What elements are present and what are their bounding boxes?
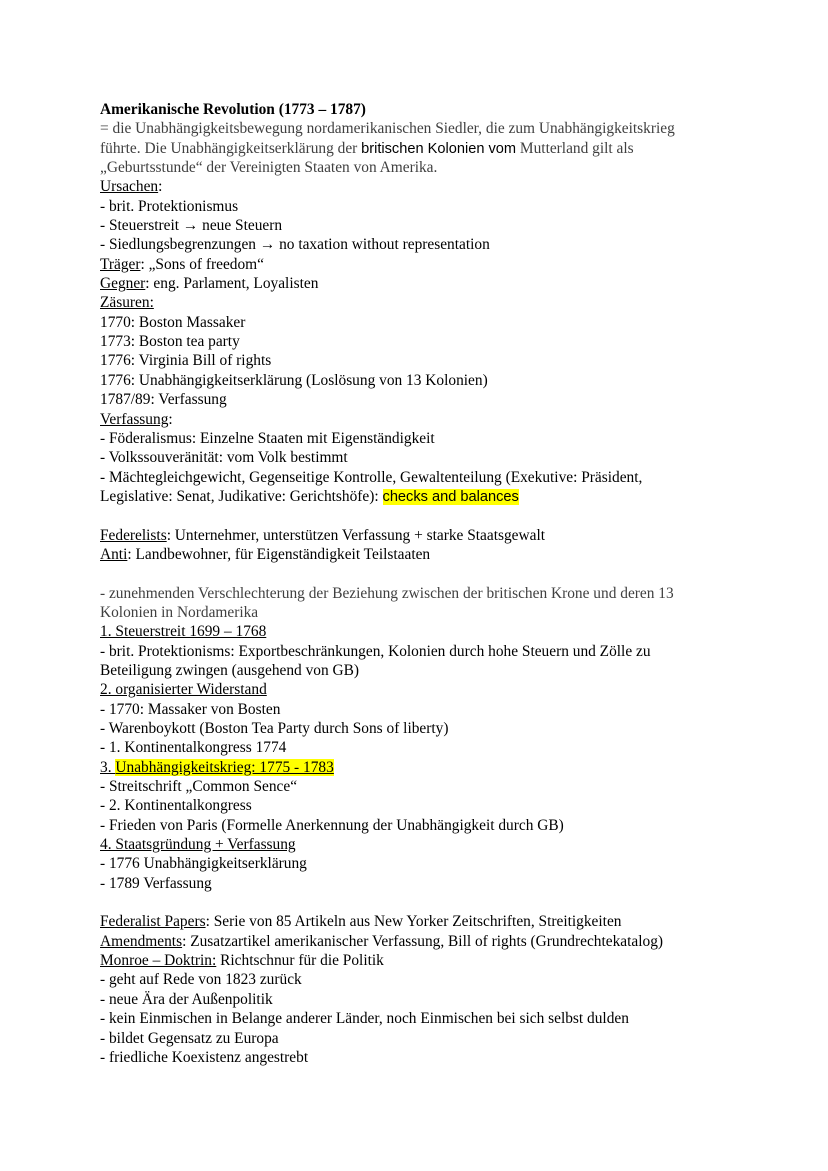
document-title: Amerikanische Revolution (1773 – 1787) bbox=[100, 101, 366, 118]
phase-2-item: - Warenboykott (Boston Tea Party durch Sons of liberty) bbox=[100, 720, 449, 737]
checks-and-balances-highlight: checks and balances bbox=[382, 488, 519, 505]
monroe-line bbox=[100, 951, 740, 970]
verfassung-item: - Föderalismus: Einzelne Staaten mit Eigenständigkeit bbox=[100, 429, 435, 447]
monroe-label: Monroe – Doktrin: bbox=[100, 952, 217, 970]
monroe-item: - bildet Gegensatz zu Europa bbox=[100, 1029, 279, 1047]
monroe-item: - friedliche Koexistenz angestrebt bbox=[100, 1048, 309, 1066]
ursachen-label: Ursachen bbox=[100, 178, 159, 196]
phase-2-heading: 2. organisierter Widerstand bbox=[100, 681, 267, 699]
phase-3-number: 3. bbox=[100, 758, 116, 776]
document-page bbox=[100, 100, 740, 1067]
anti-label: Anti bbox=[100, 545, 128, 563]
monroe-item: - geht auf Rede von 1823 zurück bbox=[100, 971, 302, 989]
anti-text: : Landbewohner, für Eigenständigkeit Teilstaaten bbox=[127, 545, 431, 563]
federalist-papers-text: : Serie von 85 Artikeln aus New Yorker Zeitschriften, Streitigkeiten bbox=[205, 913, 622, 931]
definition-line-1: = die Unabhängigkeitsbewegung nordamerikanischen Siedler, die zum Unabhängigkeitskrieg bbox=[100, 120, 675, 138]
ursachen-heading bbox=[100, 177, 740, 196]
amendments-text: : Zusatzartikel amerikanischer Verfassung, Bill of rights (Grundrechtekatalog) bbox=[182, 932, 664, 950]
definition-line-3: „Geburtsstunde“ der Vereinigten Staaten von Amerika. bbox=[100, 159, 438, 177]
verfassung-last-text: Legislative: Senat, Judikative: Gerichtshöfe): bbox=[100, 487, 383, 505]
definition-line-2-end: Mutterland gilt als bbox=[516, 139, 634, 157]
verfassung-last-line bbox=[100, 487, 740, 506]
traeger-text: : „Sons of freedom“ bbox=[140, 255, 264, 273]
phase-1-heading: 1. Steuerstreit 1699 – 1768 bbox=[100, 623, 267, 641]
zaesuren-item: 1770: Boston Massaker bbox=[100, 313, 246, 331]
verschlechterung-line-1: - zunehmenden Verschlechterung der Beziehung zwischen der britischen Krone und deren 13 bbox=[100, 584, 674, 602]
verfassung-label: Verfassung bbox=[100, 410, 169, 428]
spacer bbox=[100, 564, 740, 583]
zaesuren-item: 1787/89: Verfassung bbox=[100, 391, 227, 409]
definition-line-2-colonies: britischen Kolonien vom bbox=[361, 140, 517, 157]
definition-line-2 bbox=[100, 139, 740, 158]
zaesuren-item: 1773: Boston tea party bbox=[100, 333, 240, 351]
gegner-text: : eng. Parlament, Loyalisten bbox=[145, 275, 319, 293]
spacer bbox=[100, 893, 740, 912]
phase-1-line-1: - brit. Protektionisms: Exportbeschränkungen, Kolonien durch hohe Steuern und Zölle zu bbox=[100, 642, 651, 660]
verfassung-item: - Volkssouveränität: vom Volk bestimmt bbox=[100, 449, 348, 467]
verfassung-colon: : bbox=[168, 410, 173, 428]
federalist-papers-label: Federalist Papers bbox=[100, 913, 206, 931]
zaesuren-heading: Zäsuren: bbox=[100, 294, 154, 312]
gegner-line bbox=[100, 274, 740, 293]
phase-2-item: - 1. Kontinentalkongress 1774 bbox=[100, 739, 287, 757]
zaesuren-item: 1776: Unabhängigkeitserklärung (Loslösung von 13 Kolonien) bbox=[100, 371, 488, 389]
verfassung-item: - Mächtegleichgewicht, Gegenseitige Kontrolle, Gewaltenteilung (Exekutive: Präsident, bbox=[100, 468, 643, 486]
phase-3-item: - Streitschrift „Common Sence“ bbox=[100, 778, 298, 796]
federalists-label: Federelists bbox=[100, 526, 167, 544]
zaesuren-item: 1776: Virginia Bill of rights bbox=[100, 352, 272, 370]
phase-3-item: - 2. Kontinentalkongress bbox=[100, 797, 252, 815]
traeger-label: Träger bbox=[100, 255, 141, 273]
verfassung-heading bbox=[100, 410, 740, 429]
monroe-text: Richtschnur für die Politik bbox=[216, 952, 384, 970]
amendments-line bbox=[100, 932, 740, 951]
gegner-label: Gegner bbox=[100, 275, 146, 293]
federalists-line bbox=[100, 526, 740, 545]
federalists-text: : Unternehmer, unterstützen Verfassung + starke Staatsgewalt bbox=[166, 526, 546, 544]
phase-4-heading: 4. Staatsgründung + Verfassung bbox=[100, 836, 296, 854]
phase-3-heading bbox=[100, 758, 740, 777]
ursachen-item: - Siedlungsbegrenzungen → no taxation without representation bbox=[100, 236, 490, 254]
monroe-item: - kein Einmischen in Belange anderer Länder, noch Einmischen bei sich selbst dulden bbox=[100, 1010, 629, 1028]
phase-4-item: - 1776 Unabhängigkeitserklärung bbox=[100, 855, 307, 873]
amendments-label: Amendments bbox=[100, 932, 183, 950]
traeger-line bbox=[100, 255, 740, 274]
federalist-papers-line bbox=[100, 912, 740, 931]
anti-line bbox=[100, 545, 740, 564]
ursachen-item: - Steuerstreit → neue Steuern bbox=[100, 217, 283, 235]
phase-1-line-2: Beteiligung zwingen (ausgehend von GB) bbox=[100, 661, 360, 679]
verschlechterung-line-2: Kolonien in Nordamerika bbox=[100, 603, 259, 621]
phase-3-highlight: Unabhängigkeitskrieg: 1775 - 1783 bbox=[115, 758, 334, 776]
spacer bbox=[100, 506, 740, 525]
phase-3-item: - Frieden von Paris (Formelle Anerkennung der Unabhängigkeit durch GB) bbox=[100, 816, 564, 834]
ursachen-item: - brit. Protektionismus bbox=[100, 197, 239, 215]
phase-4-item: - 1789 Verfassung bbox=[100, 874, 212, 892]
definition-line-2-start: führte. Die Unabhängigkeitserklärung der bbox=[100, 139, 362, 157]
monroe-item: - neue Ära der Außenpolitik bbox=[100, 990, 273, 1008]
ursachen-colon: : bbox=[158, 178, 163, 196]
phase-2-item: - 1770: Massaker von Bosten bbox=[100, 700, 281, 718]
